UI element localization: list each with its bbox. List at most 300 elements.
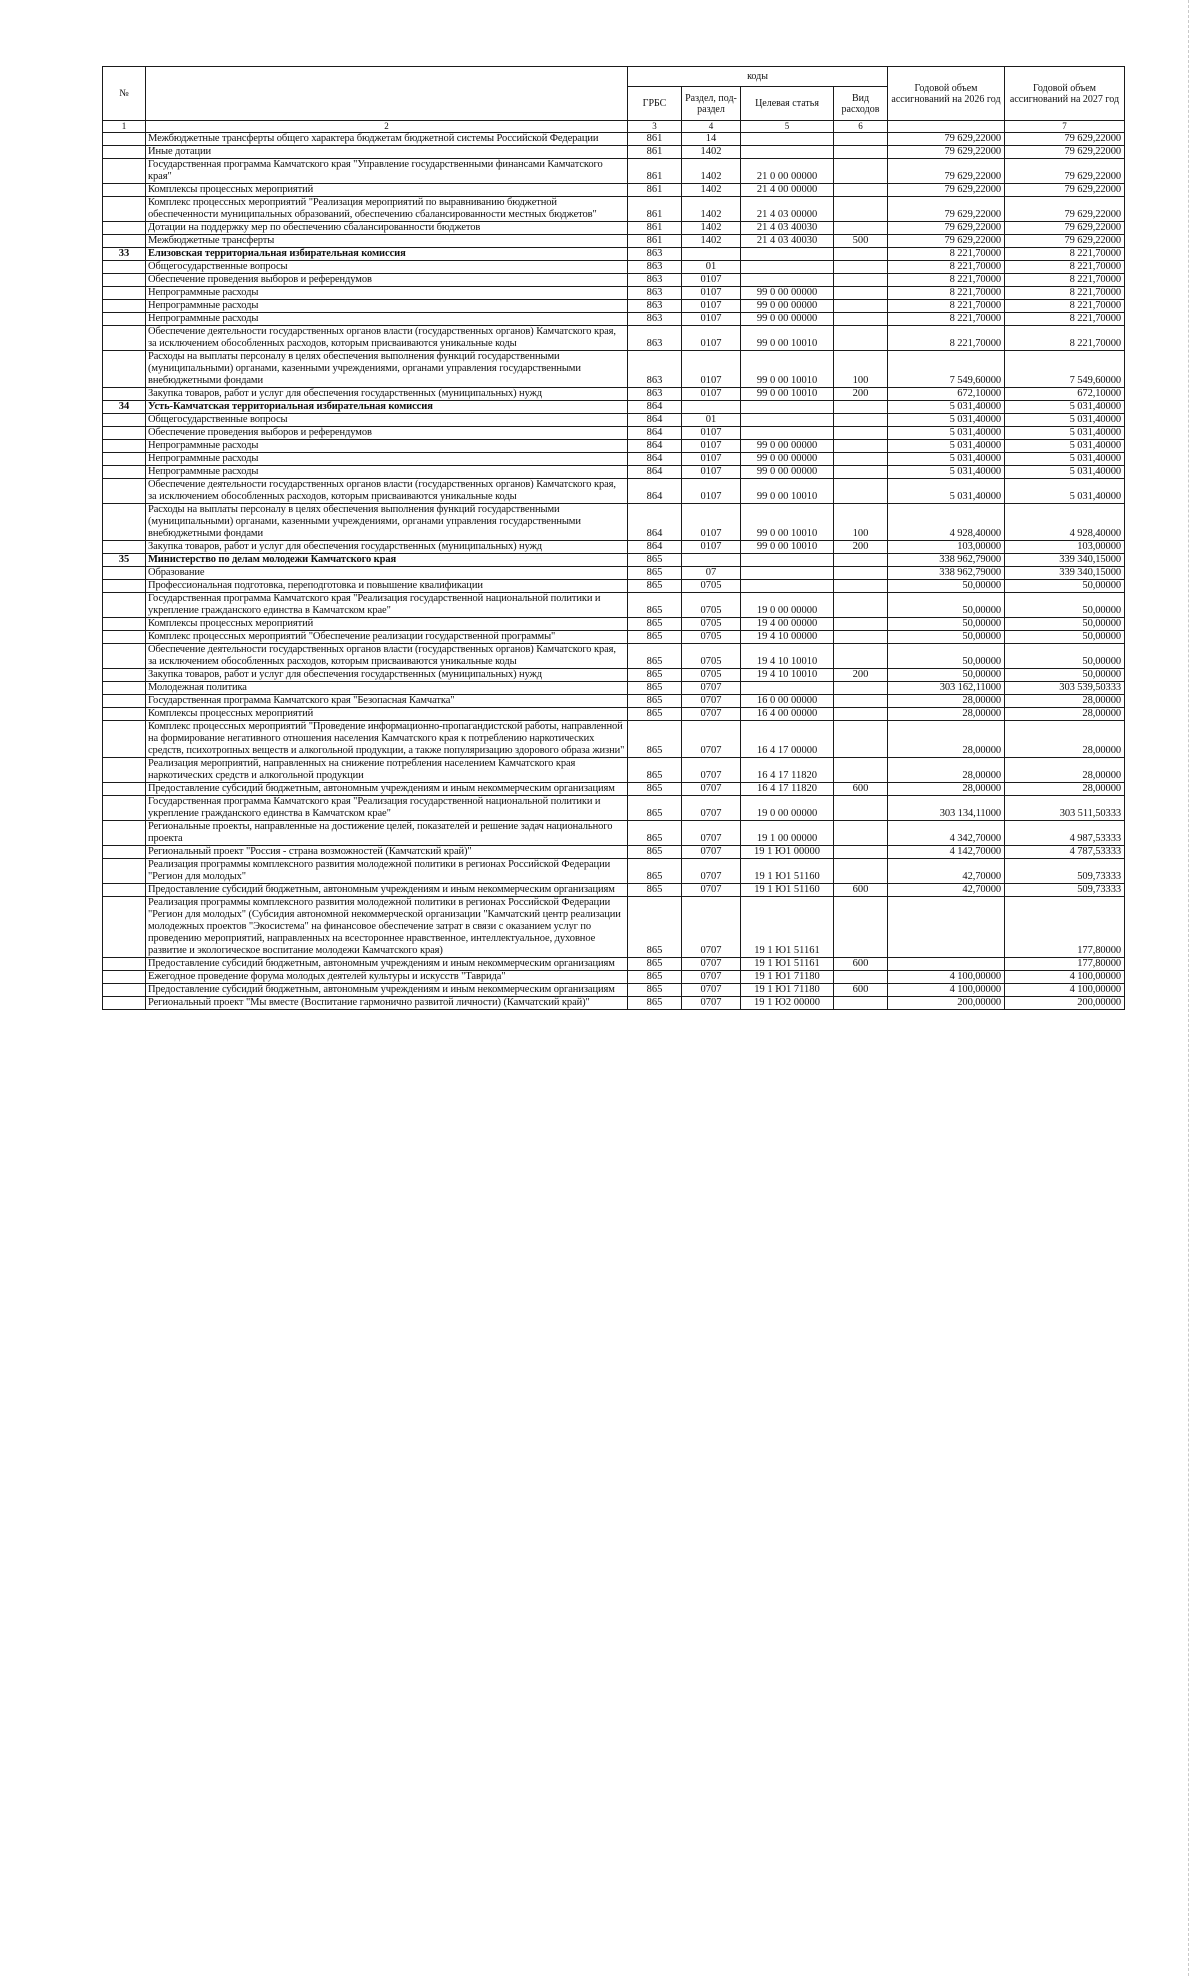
row-target [741, 133, 834, 146]
row-target [741, 248, 834, 261]
row-amount-2027: 8 221,70000 [1005, 274, 1125, 287]
row-amount-2027: 8 221,70000 [1005, 287, 1125, 300]
row-name: Комплекс процессных мероприятий "Проведение информационно-пропагандистской работы, направленной на формирование негативного отношения населения Камчатского края к потреблению наркотических средств, психотропных веществ и алкогольной продукции, а также популяризацию здорового образа жизни" [146, 721, 628, 758]
table-row [103, 669, 1125, 682]
row-number [103, 821, 146, 846]
table-row [103, 287, 1125, 300]
header-name [146, 67, 628, 121]
row-target [741, 414, 834, 427]
row-grbs: 861 [628, 222, 682, 235]
row-amount-2027: 50,00000 [1005, 618, 1125, 631]
row-exptype [834, 593, 888, 618]
row-section: 0107 [682, 466, 741, 479]
row-name: Непрограммные расходы [146, 300, 628, 313]
table-row [103, 401, 1125, 414]
table-row [103, 758, 1125, 783]
row-exptype [834, 695, 888, 708]
row-number [103, 682, 146, 695]
row-amount-2027: 8 221,70000 [1005, 300, 1125, 313]
row-amount-2026: 8 221,70000 [888, 313, 1005, 326]
row-amount-2027: 5 031,40000 [1005, 479, 1125, 504]
row-number: 35 [103, 554, 146, 567]
row-grbs: 865 [628, 958, 682, 971]
row-section: 0707 [682, 783, 741, 796]
row-grbs: 865 [628, 884, 682, 897]
row-number [103, 504, 146, 541]
row-grbs: 865 [628, 618, 682, 631]
row-amount-2026: 303 162,11000 [888, 682, 1005, 695]
row-number [103, 351, 146, 388]
row-section: 0707 [682, 897, 741, 958]
row-exptype [834, 846, 888, 859]
row-exptype [834, 401, 888, 414]
row-target: 16 4 00 00000 [741, 708, 834, 721]
row-name: Государственная программа Камчатского края "Управление государственными финансами Камчатского края" [146, 159, 628, 184]
row-grbs: 864 [628, 427, 682, 440]
header-exptype: Вид расходов [834, 87, 888, 121]
row-target: 99 0 00 00000 [741, 440, 834, 453]
row-section: 01 [682, 261, 741, 274]
row-name: Обеспечение проведения выборов и референдумов [146, 427, 628, 440]
row-section: 0707 [682, 721, 741, 758]
row-section: 0107 [682, 541, 741, 554]
row-number [103, 897, 146, 958]
row-section: 1402 [682, 235, 741, 248]
row-section: 0107 [682, 388, 741, 401]
row-amount-2026: 28,00000 [888, 783, 1005, 796]
row-exptype [834, 287, 888, 300]
row-exptype [834, 427, 888, 440]
row-target [741, 261, 834, 274]
row-target: 19 1 00 00000 [741, 821, 834, 846]
row-exptype [834, 453, 888, 466]
row-amount-2026: 7 549,60000 [888, 351, 1005, 388]
row-name: Усть-Камчатская территориальная избирательная комиссия [146, 401, 628, 414]
row-amount-2027: 79 629,22000 [1005, 235, 1125, 248]
table-row [103, 504, 1125, 541]
row-section: 0705 [682, 580, 741, 593]
row-section: 0707 [682, 758, 741, 783]
row-amount-2027: 303 539,50333 [1005, 682, 1125, 695]
row-amount-2027: 28,00000 [1005, 721, 1125, 758]
row-section: 0707 [682, 846, 741, 859]
row-amount-2027: 339 340,15000 [1005, 554, 1125, 567]
row-name: Предоставление субсидий бюджетным, автономным учреждениям и иным некоммерческим организациям [146, 984, 628, 997]
row-amount-2027: 4 787,53333 [1005, 846, 1125, 859]
row-grbs: 861 [628, 197, 682, 222]
row-section: 0705 [682, 631, 741, 644]
table-row [103, 554, 1125, 567]
row-section: 0707 [682, 859, 741, 884]
row-amount-2027: 5 031,40000 [1005, 440, 1125, 453]
row-exptype: 100 [834, 504, 888, 541]
row-section: 0107 [682, 440, 741, 453]
table-row [103, 159, 1125, 184]
row-amount-2027: 303 511,50333 [1005, 796, 1125, 821]
row-target: 19 1 Ю1 71180 [741, 984, 834, 997]
row-name: Региональные проекты, направленные на достижение целей, показателей и решение задач национального проекта [146, 821, 628, 846]
row-name: Непрограммные расходы [146, 440, 628, 453]
row-name: Региональный проект "Мы вместе (Воспитание гармонично развитой личности) (Камчатский край)" [146, 997, 628, 1010]
row-name: Комплексы процессных мероприятий [146, 184, 628, 197]
row-amount-2027: 50,00000 [1005, 593, 1125, 618]
row-amount-2027: 5 031,40000 [1005, 401, 1125, 414]
row-amount-2026: 4 342,70000 [888, 821, 1005, 846]
row-number [103, 580, 146, 593]
row-number [103, 274, 146, 287]
row-exptype [834, 618, 888, 631]
row-section: 0107 [682, 274, 741, 287]
row-name: Межбюджетные трансферты общего характера бюджетам бюджетной системы Российской Федерации [146, 133, 628, 146]
row-exptype [834, 440, 888, 453]
table-row [103, 567, 1125, 580]
table-row [103, 274, 1125, 287]
row-grbs: 861 [628, 146, 682, 159]
row-section: 0107 [682, 427, 741, 440]
row-number [103, 479, 146, 504]
row-amount-2026: 50,00000 [888, 669, 1005, 682]
row-number [103, 783, 146, 796]
row-amount-2026: 50,00000 [888, 580, 1005, 593]
row-amount-2026: 8 221,70000 [888, 326, 1005, 351]
row-amount-2026: 79 629,22000 [888, 197, 1005, 222]
row-target: 99 0 00 10010 [741, 479, 834, 504]
row-amount-2027: 79 629,22000 [1005, 159, 1125, 184]
row-target: 19 4 10 10010 [741, 644, 834, 669]
row-amount-2027: 5 031,40000 [1005, 427, 1125, 440]
row-number [103, 300, 146, 313]
row-grbs: 864 [628, 414, 682, 427]
table-row [103, 721, 1125, 758]
page-edge-line [1188, 0, 1190, 1976]
table-row [103, 235, 1125, 248]
row-name: Межбюджетные трансферты [146, 235, 628, 248]
row-amount-2026: 79 629,22000 [888, 235, 1005, 248]
row-exptype [834, 997, 888, 1010]
row-name: Закупка товаров, работ и услуг для обеспечения государственных (муниципальных) нужд [146, 541, 628, 554]
row-amount-2026: 79 629,22000 [888, 146, 1005, 159]
row-amount-2026: 338 962,79000 [888, 567, 1005, 580]
row-name: Предоставление субсидий бюджетным, автономным учреждениям и иным некоммерческим организациям [146, 958, 628, 971]
row-grbs: 863 [628, 326, 682, 351]
row-amount-2026: 50,00000 [888, 644, 1005, 669]
row-section: 0705 [682, 669, 741, 682]
row-exptype [834, 326, 888, 351]
row-grbs: 861 [628, 184, 682, 197]
row-exptype: 600 [834, 884, 888, 897]
row-name: Общегосударственные вопросы [146, 414, 628, 427]
row-name: Государственная программа Камчатского края "Реализация государственной национальной политики и укрепление гражданского единства в Камчатском крае" [146, 796, 628, 821]
row-amount-2026 [888, 897, 1005, 958]
row-name: Обеспечение деятельности государственных органов власти (государственных органов) Камчатского края, за исключением обособленных расходов, которым присваиваются уникальные коды [146, 326, 628, 351]
row-number [103, 669, 146, 682]
row-amount-2026: 5 031,40000 [888, 479, 1005, 504]
row-exptype [834, 184, 888, 197]
header-codes: коды [628, 67, 888, 87]
row-number: 33 [103, 248, 146, 261]
row-amount-2026: 28,00000 [888, 758, 1005, 783]
row-target: 99 0 00 10010 [741, 388, 834, 401]
row-grbs: 863 [628, 351, 682, 388]
row-section: 07 [682, 567, 741, 580]
row-target [741, 580, 834, 593]
row-target [741, 401, 834, 414]
row-target: 16 4 17 00000 [741, 721, 834, 758]
table-row [103, 197, 1125, 222]
row-number [103, 541, 146, 554]
row-number [103, 721, 146, 758]
row-number [103, 618, 146, 631]
table-row [103, 708, 1125, 721]
row-amount-2027: 4 100,00000 [1005, 984, 1125, 997]
row-exptype: 600 [834, 783, 888, 796]
table-row [103, 222, 1125, 235]
row-target: 99 0 00 00000 [741, 453, 834, 466]
row-grbs: 864 [628, 453, 682, 466]
row-exptype [834, 631, 888, 644]
row-target: 99 0 00 00000 [741, 300, 834, 313]
column-number [888, 121, 1005, 133]
row-amount-2026: 4 100,00000 [888, 971, 1005, 984]
row-section: 1402 [682, 197, 741, 222]
row-amount-2026: 42,70000 [888, 884, 1005, 897]
row-name: Общегосударственные вопросы [146, 261, 628, 274]
row-amount-2027: 8 221,70000 [1005, 248, 1125, 261]
column-numbers-row [103, 121, 1125, 133]
row-target [741, 427, 834, 440]
row-target: 16 4 17 11820 [741, 783, 834, 796]
row-target [741, 554, 834, 567]
row-number [103, 222, 146, 235]
table-row [103, 133, 1125, 146]
row-amount-2027: 50,00000 [1005, 669, 1125, 682]
table-row [103, 796, 1125, 821]
row-amount-2027: 79 629,22000 [1005, 222, 1125, 235]
row-name: Комплексы процессных мероприятий [146, 708, 628, 721]
table-row [103, 682, 1125, 695]
row-target: 99 0 00 10010 [741, 504, 834, 541]
row-amount-2026: 5 031,40000 [888, 414, 1005, 427]
row-grbs: 864 [628, 401, 682, 414]
row-name: Комплекс процессных мероприятий "Реализация мероприятий по выравниванию бюджетной обеспеченности муниципальных образований, обеспечению сбалансированности местных бюджетов" [146, 197, 628, 222]
row-name: Расходы на выплаты персоналу в целях обеспечения выполнения функций государственными (муниципальными) органами, казенными учреждениями, органами управления государственными внебюджетными фондами [146, 504, 628, 541]
row-number [103, 440, 146, 453]
row-amount-2026: 28,00000 [888, 721, 1005, 758]
row-amount-2026: 4 100,00000 [888, 984, 1005, 997]
row-target [741, 146, 834, 159]
row-amount-2027: 28,00000 [1005, 783, 1125, 796]
table-body [103, 133, 1125, 1010]
table-row [103, 644, 1125, 669]
row-amount-2027: 4 987,53333 [1005, 821, 1125, 846]
row-grbs: 863 [628, 313, 682, 326]
row-grbs: 865 [628, 971, 682, 984]
row-section: 0707 [682, 997, 741, 1010]
row-name: Закупка товаров, работ и услуг для обеспечения государственных (муниципальных) нужд [146, 388, 628, 401]
row-grbs: 865 [628, 997, 682, 1010]
row-number [103, 958, 146, 971]
row-target: 21 4 03 40030 [741, 222, 834, 235]
table-row [103, 821, 1125, 846]
row-target: 19 1 Ю1 51160 [741, 884, 834, 897]
row-name: Обеспечение деятельности государственных органов власти (государственных органов) Камчатского края, за исключением обособленных расходов, которым присваиваются уникальные коды [146, 644, 628, 669]
row-amount-2026: 79 629,22000 [888, 222, 1005, 235]
row-number [103, 184, 146, 197]
row-name: Расходы на выплаты персоналу в целях обеспечения выполнения функций государственными (муниципальными) органами, казенными учреждениями, органами управления государственными внебюджетными фондами [146, 351, 628, 388]
row-amount-2026: 28,00000 [888, 708, 1005, 721]
table-row [103, 859, 1125, 884]
row-amount-2026: 79 629,22000 [888, 133, 1005, 146]
row-section: 0707 [682, 821, 741, 846]
row-amount-2026: 200,00000 [888, 997, 1005, 1010]
row-exptype [834, 897, 888, 958]
row-number [103, 984, 146, 997]
row-amount-2027: 8 221,70000 [1005, 261, 1125, 274]
row-amount-2027: 50,00000 [1005, 644, 1125, 669]
column-number: 4 [682, 121, 741, 133]
table-row [103, 427, 1125, 440]
row-name: Обеспечение проведения выборов и референдумов [146, 274, 628, 287]
row-grbs: 863 [628, 388, 682, 401]
row-number [103, 453, 146, 466]
row-amount-2027: 79 629,22000 [1005, 133, 1125, 146]
row-grbs: 861 [628, 133, 682, 146]
row-grbs: 865 [628, 708, 682, 721]
row-name: Комплексы процессных мероприятий [146, 618, 628, 631]
row-amount-2026: 28,00000 [888, 695, 1005, 708]
row-amount-2027: 28,00000 [1005, 695, 1125, 708]
row-grbs: 865 [628, 682, 682, 695]
row-exptype [834, 197, 888, 222]
row-exptype: 100 [834, 351, 888, 388]
row-exptype [834, 859, 888, 884]
row-amount-2027: 50,00000 [1005, 580, 1125, 593]
table-row [103, 997, 1125, 1010]
row-amount-2026: 50,00000 [888, 618, 1005, 631]
row-section: 0707 [682, 971, 741, 984]
row-amount-2027: 28,00000 [1005, 758, 1125, 783]
row-exptype [834, 721, 888, 758]
row-number [103, 313, 146, 326]
row-amount-2027: 5 031,40000 [1005, 414, 1125, 427]
row-name: Непрограммные расходы [146, 453, 628, 466]
row-grbs: 865 [628, 897, 682, 958]
row-exptype [834, 971, 888, 984]
row-amount-2026: 8 221,70000 [888, 300, 1005, 313]
row-number [103, 326, 146, 351]
row-target: 99 0 00 10010 [741, 541, 834, 554]
row-section: 0707 [682, 958, 741, 971]
row-number [103, 708, 146, 721]
table-row [103, 326, 1125, 351]
row-exptype: 600 [834, 958, 888, 971]
row-target: 21 4 00 00000 [741, 184, 834, 197]
row-amount-2026: 5 031,40000 [888, 440, 1005, 453]
row-grbs: 861 [628, 159, 682, 184]
column-number: 5 [741, 121, 834, 133]
table-row [103, 958, 1125, 971]
header-target: Целевая статья [741, 87, 834, 121]
row-grbs: 865 [628, 695, 682, 708]
table-row [103, 146, 1125, 159]
row-section: 01 [682, 414, 741, 427]
row-amount-2026: 79 629,22000 [888, 184, 1005, 197]
row-name: Предоставление субсидий бюджетным, автономным учреждениям и иным некоммерческим организациям [146, 783, 628, 796]
row-amount-2027: 79 629,22000 [1005, 146, 1125, 159]
row-name: Предоставление субсидий бюджетным, автономным учреждениям и иным некоммерческим организациям [146, 884, 628, 897]
row-section: 0707 [682, 708, 741, 721]
row-section: 0107 [682, 300, 741, 313]
row-target: 19 4 00 00000 [741, 618, 834, 631]
row-exptype [834, 300, 888, 313]
row-exptype [834, 274, 888, 287]
row-exptype [834, 133, 888, 146]
column-number: 2 [146, 121, 628, 133]
row-amount-2026: 50,00000 [888, 631, 1005, 644]
row-section: 14 [682, 133, 741, 146]
row-exptype: 200 [834, 541, 888, 554]
table-row [103, 846, 1125, 859]
row-amount-2026: 5 031,40000 [888, 427, 1005, 440]
row-number [103, 287, 146, 300]
row-section: 0707 [682, 984, 741, 997]
row-amount-2027: 8 221,70000 [1005, 313, 1125, 326]
row-number [103, 593, 146, 618]
row-name: Региональный проект "Россия - страна возможностей (Камчатский край)" [146, 846, 628, 859]
table-row [103, 695, 1125, 708]
row-number [103, 971, 146, 984]
column-number: 1 [103, 121, 146, 133]
row-amount-2027: 339 340,15000 [1005, 567, 1125, 580]
row-exptype [834, 554, 888, 567]
row-section: 0707 [682, 884, 741, 897]
row-number [103, 695, 146, 708]
row-amount-2026 [888, 958, 1005, 971]
row-amount-2027: 103,00000 [1005, 541, 1125, 554]
row-grbs: 865 [628, 644, 682, 669]
row-section [682, 248, 741, 261]
row-section [682, 554, 741, 567]
row-section: 0707 [682, 682, 741, 695]
header-2026: Годовой объем ассигнований на 2026 год [888, 67, 1005, 121]
row-section: 0707 [682, 796, 741, 821]
row-grbs: 865 [628, 758, 682, 783]
row-exptype [834, 414, 888, 427]
row-number [103, 388, 146, 401]
row-amount-2027: 4 928,40000 [1005, 504, 1125, 541]
row-name: Непрограммные расходы [146, 313, 628, 326]
row-grbs: 864 [628, 504, 682, 541]
row-amount-2026: 303 134,11000 [888, 796, 1005, 821]
row-exptype [834, 796, 888, 821]
row-amount-2027: 28,00000 [1005, 708, 1125, 721]
row-number [103, 466, 146, 479]
row-name: Реализация программы комплексного развития молодежной политики в регионах Российской Федерации "Регион для молодых" (Субсидия автономной некоммерческой организации "Камчатский центр реализации молодежных проектов "Экосистема" на финансовое обеспечение затрат в связи с оказанием услуг по проведению мероприятий, направленных на всестороннее нравственное, интеллектуальное, духовное развитие и экологическое воспитание молодежи Камчатского края) [146, 897, 628, 958]
row-target: 19 1 Ю2 00000 [741, 997, 834, 1010]
row-name: Образование [146, 567, 628, 580]
row-number [103, 261, 146, 274]
row-grbs: 865 [628, 567, 682, 580]
row-amount-2026: 5 031,40000 [888, 466, 1005, 479]
row-exptype [834, 466, 888, 479]
row-target: 21 4 03 00000 [741, 197, 834, 222]
row-amount-2026: 8 221,70000 [888, 261, 1005, 274]
row-amount-2027: 509,73333 [1005, 859, 1125, 884]
row-exptype [834, 479, 888, 504]
row-target [741, 274, 834, 287]
row-exptype [834, 644, 888, 669]
row-grbs: 865 [628, 859, 682, 884]
